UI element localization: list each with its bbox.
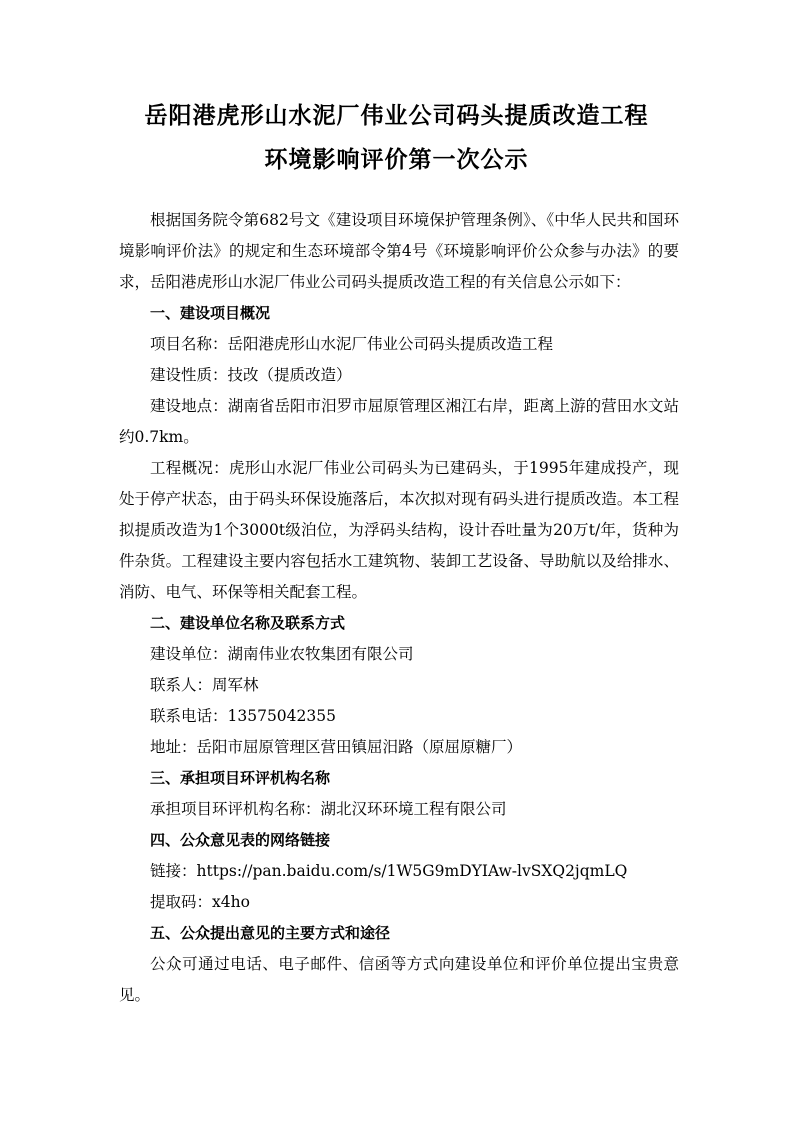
feedback-methods: 公众可通过电话、电子邮件、信函等方式向建设单位和评价单位提出宝贵意见。 — [119, 955, 679, 1004]
notice-body — [119, 205, 679, 1011]
title-line-2: 环境影响评价第一次公示 — [264, 147, 529, 173]
construction-location: 建设地点：湖南省岳阳市汨罗市屈原管理区湘江右岸，距离上游的营田水文站约0.7km。 — [119, 397, 679, 446]
construction-nature: 建设性质：技改（提质改造） — [150, 366, 352, 384]
intro-paragraph: 根据国务院令第682号文《建设项目环境保护管理条例》、《中华人民共和国环境影响评价法》的规定和生态环境部令第4号《环境影响评价公众参与办法》的要求，岳阳港虎形山水泥厂伟业公司码头提质改造工程的有关信息公示如下： — [119, 211, 679, 291]
section-5-heading: 五、公众提出意见的主要方式和途径 — [150, 924, 391, 942]
project-overview: 工程概况：虎形山水泥厂伟业公司码头为已建码头，于1995年建成投产，现处于停产状态，由于码头环保设施落后，本次拟对现有码头进行提质改造。本工程拟提质改造为1个3000t级泊位，为浮码头结构，设计吞吐量为20万t/年，货种为件杂货。工程建设主要内容包括水工建筑物、装卸工艺设备、导助航以及给排水、消防、电气、环保等相关配套工程。 — [119, 459, 679, 601]
contact-address: 地址：岳阳市屈原管理区营田镇屈汨路（原屈原糖厂） — [150, 738, 523, 756]
section-1-heading: 一、建设项目概况 — [150, 304, 271, 322]
title-line-1: 岳阳港虎形山水泥厂伟业公司码头提质改造工程 — [144, 103, 649, 129]
construction-unit: 建设单位：湖南伟业农牧集团有限公司 — [150, 645, 414, 663]
section-4-heading: 四、公众意见表的网络链接 — [150, 831, 331, 849]
project-name: 项目名称：岳阳港虎形山水泥厂伟业公司码头提质改造工程 — [150, 335, 554, 353]
section-3-heading: 三、承担项目环评机构名称 — [150, 769, 331, 787]
eia-agency: 承担项目环评机构名称：湖北汉环环境工程有限公司 — [150, 800, 507, 818]
section-2-heading: 二、建设单位名称及联系方式 — [150, 614, 346, 632]
survey-link[interactable]: 链接：https://pan.baidu.com/s/1W5G9mDYIAw-lvSXQ2jqmLQ — [150, 862, 628, 880]
extraction-code: 提取码：x4ho — [150, 893, 250, 911]
contact-phone: 联系电话：13575042355 — [150, 707, 336, 725]
contact-person: 联系人：周军林 — [150, 676, 259, 694]
